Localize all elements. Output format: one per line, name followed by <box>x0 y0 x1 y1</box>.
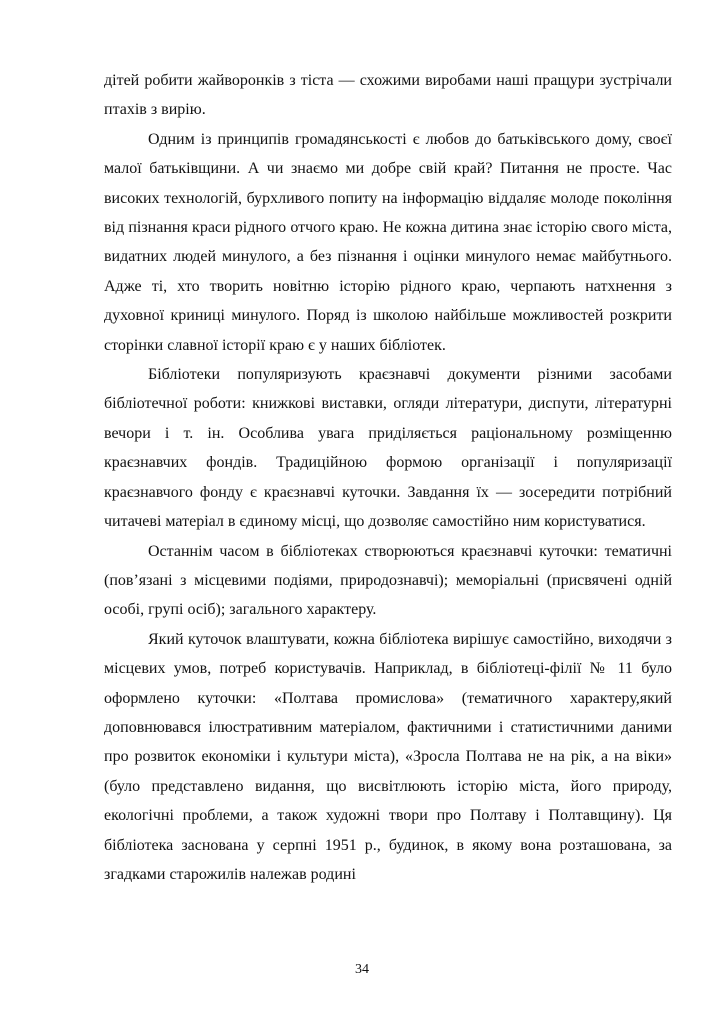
paragraph-citizenship: Одним із принципів громадянськості є любов до батьківського дому, своєї малої батьківщини. А чи знаємо ми добре свій край? Питання не просте. Час високих технологій, бурхливого попиту на інформацію віддаляє молоде покоління від пізнання краси рідного отчого краю. Не кожна дитина знає історію свого міста, видатних людей минулого, а без пізнання і оцінки минулого немає майбутнього. Адже ті, хто творить новітню історію рідного краю, черпають натхнення з духовної криниці минулого. Поряд із школою найбільше можливостей розкрити сторінки славної історії краю є у наших бібліотек. <box>104 130 672 354</box>
paragraph-libraries-popularize: Бібліотеки популяризують краєзнавчі документи різними засобами бібліотечної роботи: книжкові виставки, огляди літератури, диспути, літературні вечори і т. ін. Особлива увага приділяється раціональному розміщенню краєзнавчих фондів. Традиційною формою організації і популяризації краєзнавчого фонду є краєзнавчі куточки. Завдання їх — зосередити потрібний читачеві матеріал в єдиному місці, що дозволяє самостійно ним користуватися. <box>104 366 672 531</box>
document-body <box>104 66 672 889</box>
paragraph-branch-library: Який куточок влаштувати, кожна бібліотека вирішує самостійно, виходячи з місцевих умов, потреб користувачів. Наприклад, в бібліотеці-філії № 11 було оформлено куточки: «Полтава промислова» (тематичного характеру,який доповнювався ілюстративним матеріалом, фактичними і статистичними даними про розвиток економіки і культури міста), «Зросла Полтава не на рік, а на віки» (було представлено видання, що висвітлюють історію міста, його природу, екологічні проблеми, а також художні твори про Полтаву і Полтавщину). Ця бібліотека заснована у серпні 1951 р., будинок, в якому вона розташована, за згадками старожилів належав родині <box>104 630 672 883</box>
paragraph-local-corners: Останнім часом в бібліотеках створюються краєзнавчі куточки: тематичні (пов’язані з місцевими подіями, природознавчі); меморіальні (присвячені одній особі, групі осіб); загального характеру. <box>104 542 672 619</box>
paragraph-continuation: дітей робити жайворонків з тіста — схожими виробами наші пращури зустрічали птахів з вирію. <box>104 72 672 119</box>
page-number: 34 <box>355 962 369 977</box>
